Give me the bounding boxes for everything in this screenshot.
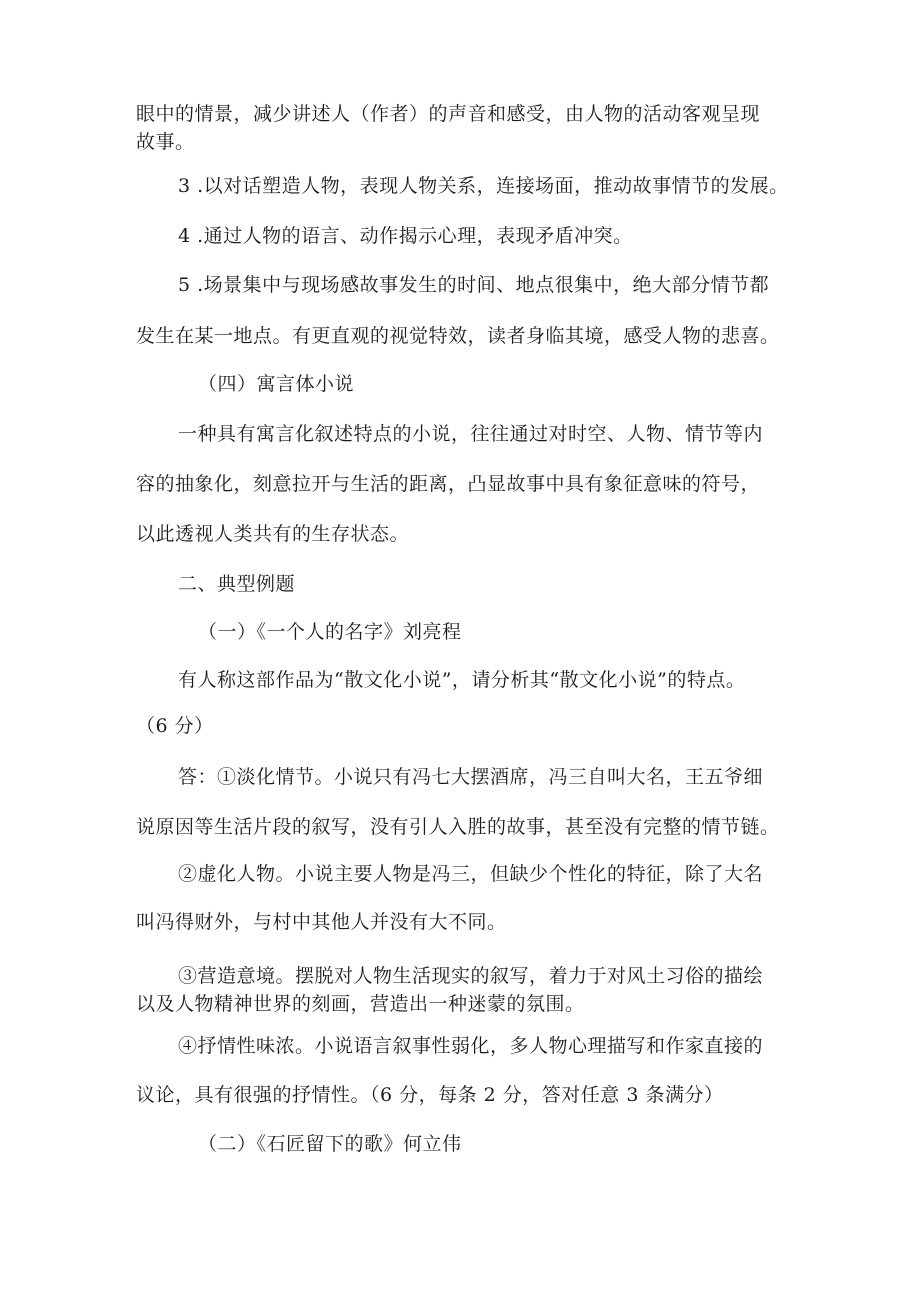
text-line: 一种具有寓言化叙述特点的小说，往往通过对时空、人物、情节等内: [178, 423, 764, 445]
list-item-3: 3 .以对话塑造人物，表现人物关系，连接场面，推动故事情节的发展。: [178, 175, 789, 197]
answer-point-4: ④抒情性味浓。小说语言叙事性弱化，多人物心理描写和作家直接的: [178, 1035, 764, 1057]
question-score: （6 分）: [136, 715, 214, 737]
section-heading: （四）寓言体小说: [198, 373, 355, 395]
chapter-heading: 二、典型例题: [178, 573, 296, 595]
answer-point-2: ②虚化人物。小说主要人物是冯三，但缺少个性化的特征，除了大名: [178, 863, 764, 885]
answer-point-3: ③营造意境。摆脱对人物生活现实的叙写，着力于对风土习俗的描绘: [178, 965, 764, 987]
text-line: 以及人物精神世界的刻画，营造出一种迷蒙的氛围。: [136, 993, 585, 1015]
list-item-5: 5 .场景集中与现场感故事发生的时间、地点很集中，绝大部分情节都: [178, 274, 770, 296]
question-text: 有人称这部作品为“散文化小说”，请分析其“散文化小说”的特点。: [178, 669, 746, 691]
text-line: 故事。: [136, 131, 195, 153]
text-line: 发生在某一地点。有更直观的视觉特效，读者身临其境，感受人物的悲喜。: [136, 325, 780, 347]
example-heading: （一）《一个人的名字》刘亮程: [198, 621, 462, 643]
text-line: 容的抽象化，刻意拉开与生活的距离，凸显故事中具有象征意味的符号，: [136, 473, 761, 495]
example-heading: （二）《石匠留下的歌》何立伟: [198, 1133, 462, 1155]
text-line: 以此透视人类共有的生存状态。: [136, 523, 410, 545]
answer-text: 答：①淡化情节。小说只有冯七大摆酒席，冯三自叫大名，王五爷细: [178, 766, 764, 788]
text-line: 叫冯得财外，与村中其他人并没有大不同。: [136, 911, 507, 933]
text-line: 议论，具有很强的抒情性。（6 分，每条 2 分，答对任意 3 条满分）: [136, 1084, 724, 1106]
list-item-4: 4 .通过人物的语言、动作揭示心理，表现矛盾冲突。: [178, 225, 633, 247]
text-line: 说原因等生活片段的叙写，没有引人入胜的故事，甚至没有完整的情节链。: [136, 816, 780, 838]
text-line: 眼中的情景，减少讲述人（作者）的声音和感受，由人物的活动客观呈现: [136, 103, 761, 125]
